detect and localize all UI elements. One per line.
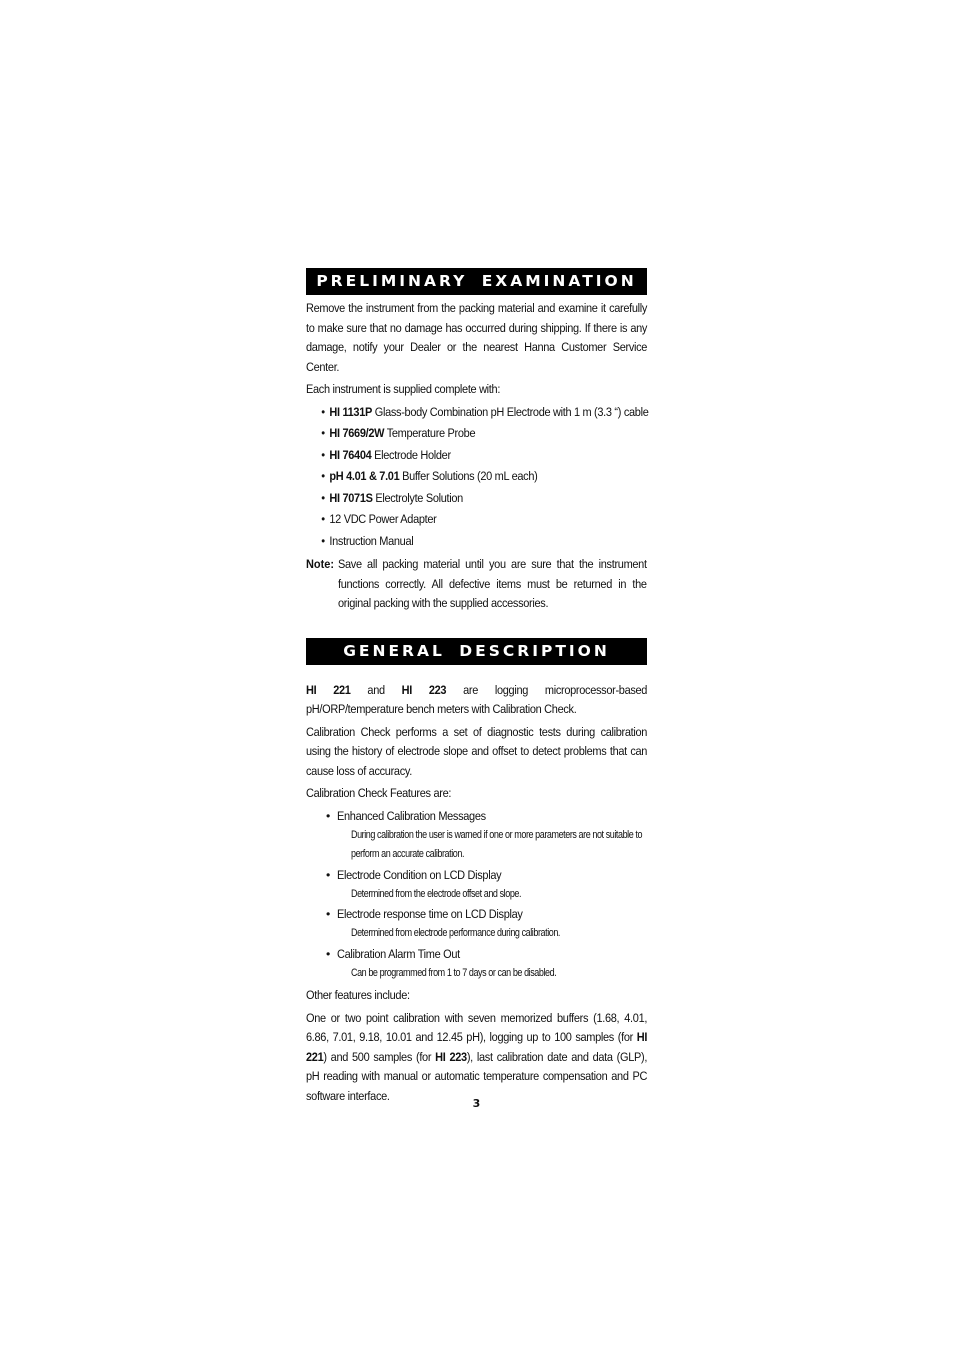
supplied-paragraph: Each instrument is supplied complete with: — [306, 382, 501, 396]
feature-title: • Calibration Alarm Time Out — [337, 946, 460, 961]
feature-description: Determined from electrode performance during calibration. — [351, 927, 561, 939]
manual-page — [306, 268, 649, 1110]
feature-description: During calibration the user is warned if one or more parameters are not suitable to perform an accurate calibration. — [351, 828, 643, 860]
list-item — [306, 944, 647, 984]
note-label: Note: — [306, 557, 335, 571]
feature-title: • Enhanced Calibration Messages — [337, 808, 486, 823]
intro-paragraph: Remove the instrument from the packing material and examine it carefully to make sure that no damage has occurred during shipping. If there is any damage, notify your Dealer or the nearest Hanna Customer Service Center. — [306, 301, 648, 374]
description-paragraph: HI 221 and HI 223 are logging microprocessor-based pH/ORP/temperature bench meters with Calibration Check. — [306, 682, 648, 716]
feature-title: • Electrode response time on LCD Display — [337, 907, 523, 921]
supplied-items-list — [306, 402, 647, 553]
list-item — [306, 904, 647, 944]
list-item: • Instruction Manual — [306, 531, 653, 553]
note-text: Save all packing material until you are sure that the instrument functions correctly. All defective items must be returned in the original packing with the supplied accessories. — [338, 557, 647, 610]
list-item: • 12 VDC Power Adapter — [306, 509, 653, 531]
list-item: • pH 4.01 & 7.01 Buffer Solutions (20 mL each) — [306, 466, 653, 488]
list-item — [306, 806, 647, 865]
section-title-general-description: GENERAL DESCRIPTION — [306, 638, 647, 665]
list-item — [306, 865, 647, 905]
list-item: • HI 7669/2W Temperature Probe — [306, 423, 653, 445]
section-title-preliminary-examination: PRELIMINARY EXAMINATION — [306, 268, 647, 295]
note-block — [306, 555, 647, 614]
feature-description: Can be programmed from 1 to 7 days or can be disabled. — [351, 966, 557, 979]
list-item: • HI 76404 Electrode Holder — [306, 445, 653, 467]
other-features-intro: Other features include: — [306, 988, 410, 1002]
other-features-paragraph: One or two point calibration with seven memorized buffers (1.68, 4.01, 6.86, 7.01, 9.18, 10.01 and 12.45 pH), logging up to 100 samples (for HI 221) and 500 samples (for HI 223), last calibration date and data (GLP), pH reading with manual or automatic temperature compensation and PC software interface. — [306, 1010, 648, 1103]
feature-title: • Electrode Condition on LCD Display — [337, 867, 502, 882]
feature-description: Determined from the electrode offset and slope. — [351, 887, 522, 900]
page-number: 3 — [472, 1097, 481, 1110]
features-intro: Calibration Check Features are: — [306, 786, 452, 800]
list-item: • HI 7071S Electrolyte Solution — [306, 488, 653, 510]
calibration-check-paragraph: Calibration Check performs a set of diagnostic tests during calibration using the history of electrode slope and offset to detect problems that can cause loss of accuracy. — [306, 724, 648, 778]
list-item: • HI 1131P Glass-body Combination pH Electrode with 1 m (3.3 “) cable — [306, 402, 653, 424]
calibration-features-list — [306, 806, 647, 984]
